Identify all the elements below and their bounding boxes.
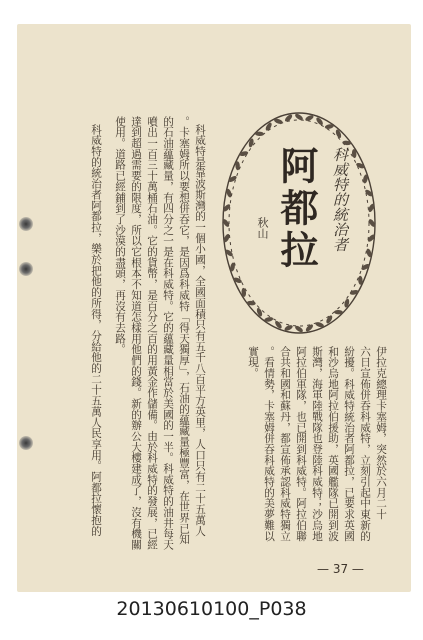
text-column: 實現。: [247, 346, 259, 379]
text-column: 紛擾。科威特統治者阿都拉，已要求英國: [343, 346, 355, 542]
text-column: 伊拉克總理卡塞姆，突然於六月二十: [375, 346, 387, 520]
text-column: 阿拉伯軍隊，也已開到科威特。阿拉伯聯: [295, 346, 307, 542]
text-column: 合共和國和蘇丹，都宣佈承認科威特獨立: [279, 346, 291, 542]
binding-hole-bottom: [19, 436, 33, 450]
wreath-leaf: [349, 289, 359, 295]
text-column: 的石油蘊藏量，有四分之一是在科威特。它的蘊藏量相當於美國的一半。科威特的油井每天: [162, 116, 174, 550]
wreath-leaf: [239, 150, 249, 156]
text-column: 科威特是靠波斯灣的一個小國，全國面積只有五千八百平方英里，人口只有二十五萬人: [194, 124, 206, 537]
text-column: 科威特的統治者阿都拉，樂於把他的所得，分給他的二十五萬人民享用。阿都拉懷抱的: [90, 124, 102, 537]
wreath-leaf: [233, 277, 243, 284]
text-column: 噴出一百三十萬桶石油。它的貨幣，是百分之百的用黃金作儲備。由於科威特的發展，已經: [146, 116, 158, 550]
text-column: 和沙烏地阿拉伯援助，英國艦隊已開到波: [327, 346, 339, 542]
title-main: 阿都拉: [274, 146, 319, 272]
image-caption: 20130610100_P038: [116, 598, 307, 620]
binding-hole-middle: [19, 262, 33, 276]
text-column: 。看情勢，卡塞姆併吞科威特的美夢難以: [263, 346, 275, 542]
wreath-leaf: [325, 314, 333, 324]
wreath-leaf: [335, 129, 342, 139]
title-author: 秋山: [256, 217, 269, 239]
text-column: 六日宣佈併吞科威特，立刻引起中東新的: [359, 346, 371, 542]
title-subtitle: 科威特的統治者: [331, 147, 349, 252]
text-column: 斯灣，海軍陸戰隊也登陸科威特；沙烏地: [311, 346, 323, 542]
wreath-leaf: [256, 307, 263, 317]
book-page: [17, 24, 411, 592]
text-column: 。卡塞姆所以要想併吞它，是因爲科威特「得天獨厚」，石油的蘊藏量極豐富，在世界已知: [178, 116, 190, 545]
text-column: 達到超過需要的限度，所以它根本不知道怎樣用他們的錢。新的辦公大樓建成了，沒有機關: [130, 116, 142, 550]
page-number: — 37 —: [317, 562, 364, 576]
binding-hole-top: [19, 217, 33, 231]
wreath-leaf: [355, 162, 365, 169]
text-column: 使用。道路已經鋪到了沙漠的盡頭，再沒有去路。: [114, 116, 126, 355]
